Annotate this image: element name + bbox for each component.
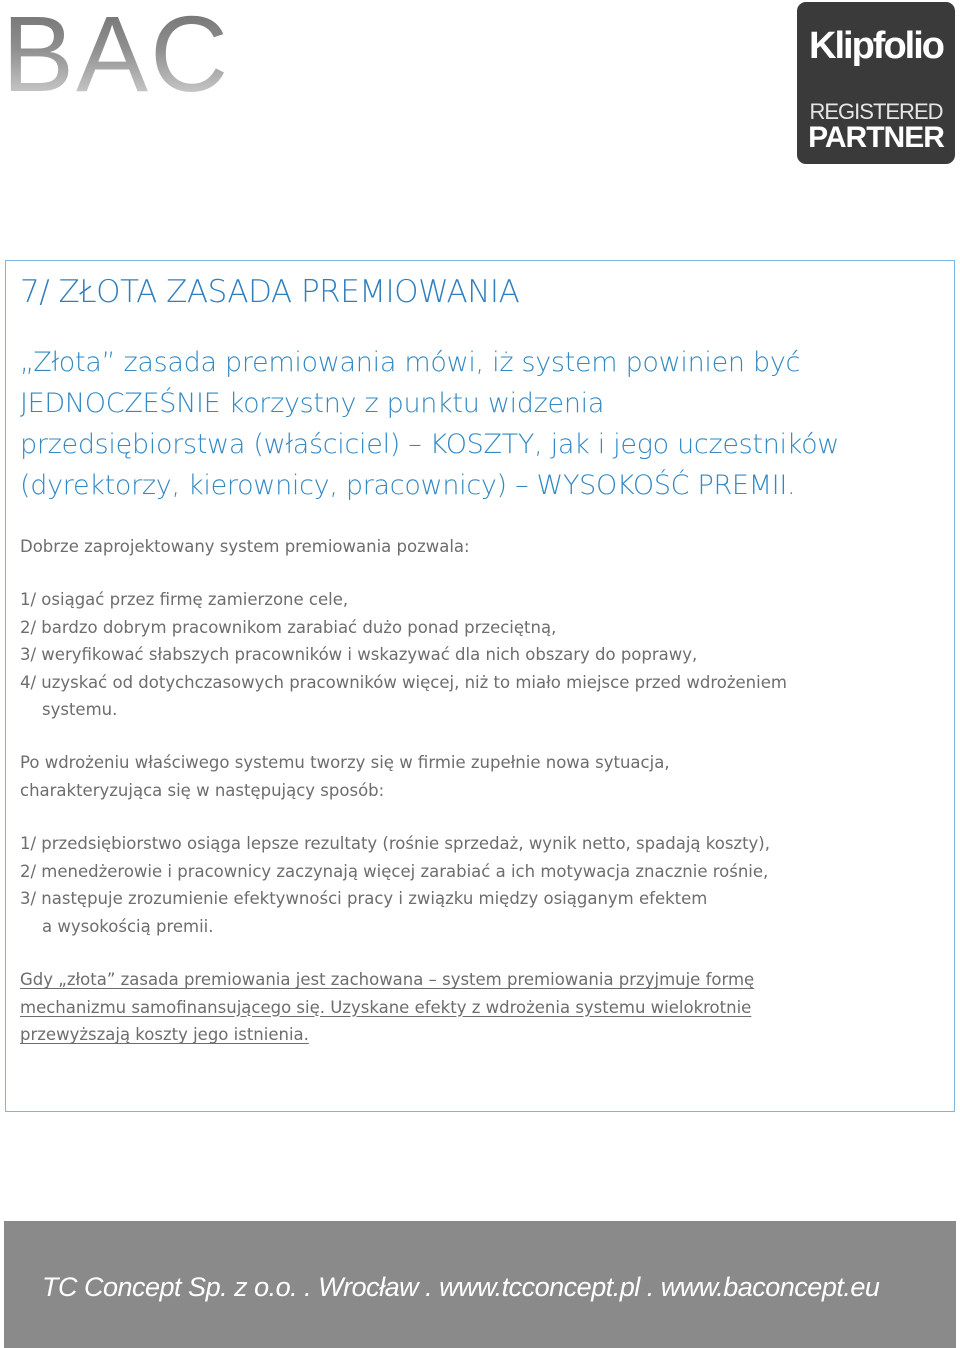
list-item: 3/ weryfikować słabszych pracowników i wskazywać dla nich obszary do poprawy, <box>20 645 698 664</box>
list-item: 2/ bardzo dobrym pracownikom zarabiać dużo ponad przeciętną, <box>20 617 557 637</box>
list-item: 1/ przedsiębiorstwo osiąga lepsze rezultaty (rośnie sprzedaż, wynik netto, spadają koszty), <box>20 834 770 853</box>
lead-line: przedsiębiorstwa (właściciel) – KOSZTY, jak i jego uczestników <box>20 429 840 460</box>
conclusion-line: przewyższają koszty jego istnienia. <box>20 1025 309 1044</box>
list-item-continuation: systemu. <box>42 700 118 719</box>
list-item-continuation: a wysokością premii. <box>42 916 214 936</box>
klipfolio-partner-badge <box>797 2 955 164</box>
lead-line: (dyrektorzy, kierownicy, pracownicy) – WYSOKOŚĆ PREMII. <box>20 470 796 501</box>
intro-line: Dobrze zaprojektowany system premiowania pozwala: <box>20 537 470 556</box>
lead-line: „Złota” zasada premiowania mówi, iż system powinien być <box>20 347 801 378</box>
badge-partner-label: PARTNER <box>808 121 944 154</box>
list-item: 3/ następuje zrozumienie efektywności pracy i związku między osiąganym efektem <box>20 889 708 908</box>
badge-registered-label: REGISTERED <box>809 99 943 124</box>
paragraph-line: Po wdrożeniu właściwego systemu tworzy się w firmie zupełnie nowa sytuacja, <box>20 753 670 772</box>
section-heading: 7/ ZŁOTA ZASADA PREMIOWANIA <box>20 274 520 310</box>
lead-paragraph <box>20 342 950 506</box>
list-item: 4/ uzyskać od dotychczasowych pracowników więcej, niż to miało miejsce przed wdrożeniem <box>20 672 787 692</box>
bac-logo: BAC <box>2 0 231 114</box>
after-implementation-paragraph <box>20 749 940 804</box>
badge-brand-name: Klipfolio <box>809 25 943 67</box>
list-item: 2/ menedżerowie i pracownicy zaczynają więcej zarabiać a ich motywacja znacznie rośnie, <box>20 861 769 881</box>
conclusion-line: Gdy „złota” zasada premiowania jest zachowana – system premiowania przyjmuje formę <box>20 970 755 989</box>
conclusion-paragraph <box>20 966 940 1049</box>
benefits-list <box>20 586 940 724</box>
paragraph-line: charakteryzująca się w następujący sposób: <box>20 780 385 800</box>
intro-paragraph <box>20 533 940 561</box>
lead-line: JEDNOCZEŚNIE korzystny z punktu widzenia <box>20 388 605 419</box>
outcomes-list <box>20 830 940 940</box>
conclusion-line: mechanizmu samofinansującego się. Uzyskane efekty z wdrożenia systemu wielokrotnie <box>20 997 752 1017</box>
list-item: 1/ osiągać przez firmę zamierzone cele, <box>20 590 349 609</box>
footer-contact-text: TC Concept Sp. z o.o. . Wrocław . www.tcconcept.pl . www.baconcept.eu <box>42 1272 880 1302</box>
